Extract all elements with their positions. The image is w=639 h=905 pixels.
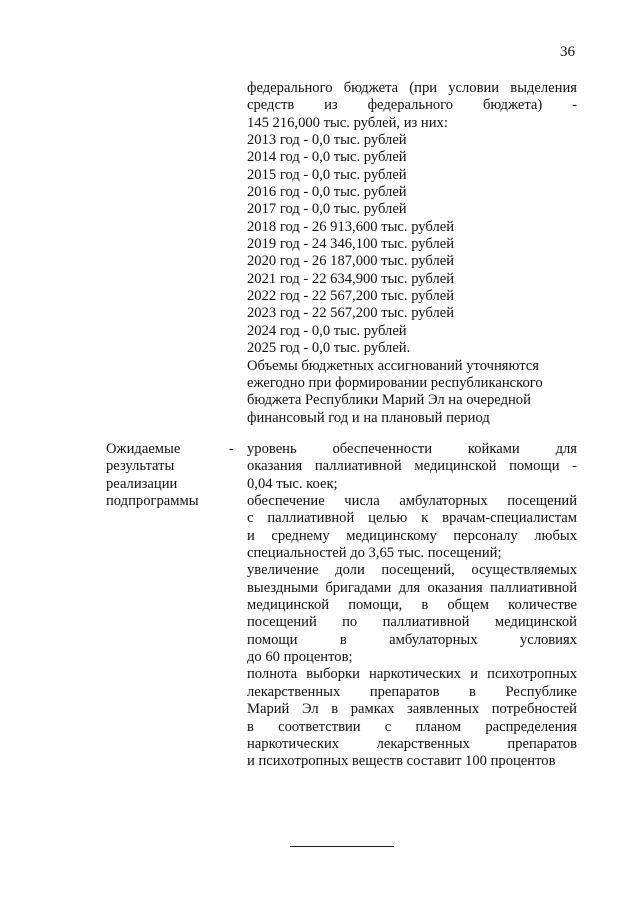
financing-line: 2018 год - 26 913,600 тыс. рублей bbox=[247, 218, 455, 235]
financing-line: 2022 год - 22 567,200 тыс. рублей bbox=[247, 288, 455, 305]
financing-line: Объемы бюджетных ассигнований уточняются bbox=[247, 357, 539, 374]
result-line: обеспечение числа амбулаторных посещений bbox=[247, 493, 577, 510]
result-line: и среднему медицинскому персоналу любых bbox=[247, 527, 577, 544]
section-label-line: Ожидаемые bbox=[106, 441, 181, 457]
financing-line: 2023 год - 22 567,200 тыс. рублей bbox=[247, 305, 455, 322]
financing-line: финансовый год и на плановый период bbox=[247, 409, 490, 426]
financing-text-block bbox=[247, 80, 577, 427]
result-line: и психотропных веществ составит 100 процентов bbox=[247, 753, 556, 770]
result-line: лекарственных препаратов в Республике bbox=[247, 683, 577, 700]
result-line: Марий Эл в рамках заявленных потребностей bbox=[247, 701, 577, 718]
result-line: увеличение доли посещений, осуществляемых bbox=[247, 562, 577, 579]
financing-line: 2025 год - 0,0 тыс. рублей. bbox=[247, 340, 411, 357]
result-line: медицинской помощи, в общем количестве bbox=[247, 597, 577, 614]
financing-line: 2017 год - 0,0 тыс. рублей bbox=[247, 201, 407, 218]
result-line: 0,04 тыс. коек; bbox=[247, 475, 338, 492]
result-line: с паллиативной целью к врачам-специалистам bbox=[247, 510, 577, 527]
financing-line: 2020 год - 26 187,000 тыс. рублей bbox=[247, 253, 455, 270]
section-dash: - bbox=[229, 441, 234, 457]
page-number: 36 bbox=[560, 44, 575, 60]
result-line: специальностей до 3,65 тыс. посещений; bbox=[247, 545, 502, 562]
financing-line: 145 216,000 тыс. рублей, из них: bbox=[247, 114, 448, 131]
financing-line: федерального бюджета (при условии выделения bbox=[247, 80, 577, 96]
financing-line: 2021 год - 22 634,900 тыс. рублей bbox=[247, 270, 455, 287]
result-line: оказания паллиативной медицинской помощи - bbox=[247, 458, 577, 475]
financing-line: бюджета Республики Марий Эл на очередной bbox=[247, 392, 531, 409]
financing-line: 2014 год - 0,0 тыс. рублей bbox=[247, 149, 407, 166]
financing-line: средств из федерального бюджета) - bbox=[247, 97, 577, 114]
result-line: помощи в амбулаторных условиях bbox=[247, 631, 577, 648]
financing-line: 2015 год - 0,0 тыс. рублей bbox=[247, 166, 407, 183]
result-line: наркотических лекарственных препаратов bbox=[247, 735, 577, 752]
section-label-line: реализации bbox=[106, 475, 178, 492]
result-line: в соответствии с планом распределения bbox=[247, 718, 577, 735]
result-line: до 60 процентов; bbox=[247, 649, 353, 666]
section-label-line: результаты bbox=[106, 458, 175, 475]
financing-line: 2019 год - 24 346,100 тыс. рублей bbox=[247, 236, 455, 253]
financing-line: ежегодно при формировании республиканского bbox=[247, 374, 543, 391]
result-line: выездными бригадами для оказания паллиативной bbox=[247, 579, 577, 596]
expected-results-text-block bbox=[247, 441, 577, 771]
result-line: уровень обеспеченности койками для bbox=[247, 441, 577, 457]
financing-line: 2013 год - 0,0 тыс. рублей bbox=[247, 132, 407, 149]
section-label-line: подпрограммы bbox=[106, 493, 199, 510]
section-label-expected-results bbox=[106, 441, 226, 510]
footer-rule bbox=[290, 846, 394, 847]
result-line: посещений по паллиативной медицинской bbox=[247, 614, 577, 631]
financing-line: 2016 год - 0,0 тыс. рублей bbox=[247, 184, 407, 201]
result-line: полнота выборки наркотических и психотропных bbox=[247, 666, 577, 683]
financing-line: 2024 год - 0,0 тыс. рублей bbox=[247, 322, 407, 339]
